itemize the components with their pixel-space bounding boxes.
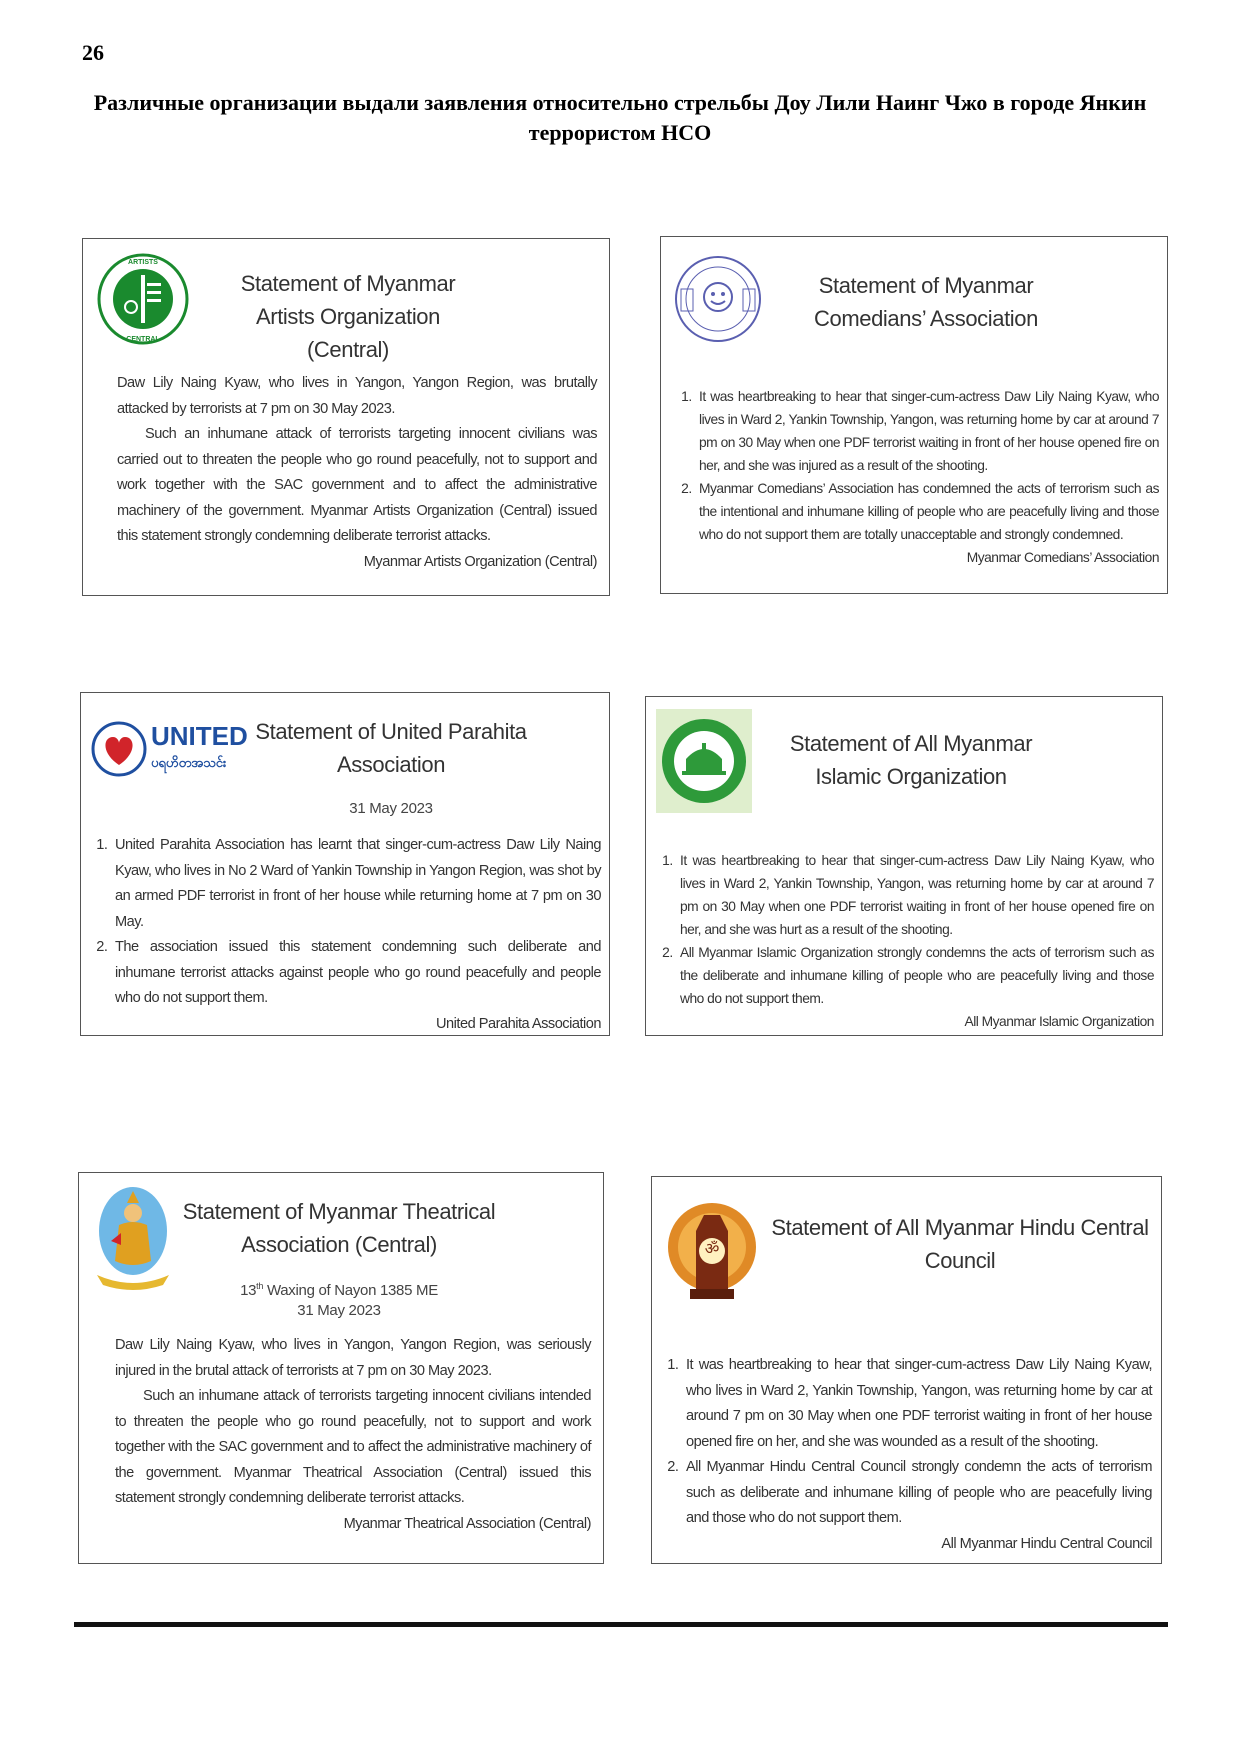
statement-card-artists [82, 238, 610, 596]
signature: United Parahita Association [436, 1015, 601, 1032]
list-item: 1. It was heartbreaking to hear that singer-cum-actress Daw Lily Naing Kyaw, who lives in Ward 2, Yankin Township, Yangon, was returning home by car at around 7 pm on 30 May when one PDF terrorist waiting in front of her house opened fire on her, and she was injured as a result of the shooting. [695, 385, 1159, 477]
card-body [669, 385, 1159, 569]
signature: Myanmar Artists Organization (Central) [363, 553, 597, 570]
list-item: 2. Myanmar Comedians’ Association has condemned the acts of terrorism such as the intentional and inhumane killing of people who are peacefully living and those who do not support them are totally unacceptable and strongly condemned. [695, 477, 1159, 546]
date-month: Waxing of Nayon 1385 ME [263, 1282, 438, 1299]
list-item: 1. It was heartbreaking to hear that singer-cum-actress Daw Lily Naing Kyaw, who lives in Ward 2, Yankin Township, Yangon, was returning home by car at around 7 pm on 30 May when one PDF terrorist waiting in front of her house opened fire on her, and she was hurt as a result of the shooting. [676, 849, 1154, 941]
united-parahita-logo [91, 715, 261, 785]
page-title: Различные организации выдали заявления относительно стрельбы Доу Лили Наинг Чжо в городе Янкин террористом НСО [93, 90, 1147, 145]
artists-organization-logo [97, 253, 189, 345]
card-body [650, 849, 1154, 1033]
statement-card-comedians [660, 236, 1168, 594]
comedians-association-logo [671, 249, 765, 349]
statement-card-parahita [80, 692, 610, 1036]
paragraph: Such an inhumane attack of terrorists targeting innocent civilians was carried out to threaten the people who go round peacefully, not to support and work together with the SAC government and to affect the administrative machinery of the government. Myanmar Artists Organization (Central) issued this statement strongly condemning deliberate terrorist attacks. [117, 426, 597, 544]
page-footer-rule [74, 1622, 1168, 1627]
islamic-organization-logo [656, 709, 752, 813]
list-item: 1. It was heartbreaking to hear that singer-cum-actress Daw Lily Naing Kyaw, who lives in Ward 2, Yankin Township, Yangon, was returning home by car at around 7 pm on 30 May when one PDF terrorist waiting in front of her house opened fire on her, and she was wounded as a result of the shooting. [682, 1353, 1152, 1455]
card-body [117, 371, 597, 575]
paragraph: Daw Lily Naing Kyaw, who lives in Yangon, Yangon Region, was brutally attacked by terrorists at 7 pm on 30 May 2023. [117, 375, 597, 417]
date-day: 13 [240, 1282, 257, 1299]
statement-date-gregorian: 31 May 2023 [297, 1302, 381, 1319]
card-title: Statement of All Myanmar Islamic Organization [789, 731, 1033, 789]
signature: All Myanmar Hindu Central Council [941, 1535, 1152, 1552]
svg-text:ARTISTS: ARTISTS [128, 259, 158, 266]
card-body [656, 1353, 1152, 1557]
hindu-council-logo [660, 1191, 764, 1313]
list-item: 1. United Parahita Association has learnt that singer-cum-actress Daw Lily Naing Kyaw, who lives in No 2 Ward of Yankin Township in Yangon Region, was shot by an armed PDF terrorist in front of her house while returning home at 7 pm on 30 May. [111, 833, 601, 935]
signature: Myanmar Theatrical Association (Central) [343, 1515, 591, 1532]
om-symbol: ॐ [704, 1239, 720, 1258]
statement-card-theatrical [78, 1172, 604, 1564]
logo-wordmark: UNITED [151, 721, 248, 751]
card-title: Statement of All Myanmar Hindu Central Council [771, 1215, 1149, 1273]
date-suffix: th [256, 1281, 264, 1291]
theatrical-association-logo [91, 1183, 175, 1295]
signature: All Myanmar Islamic Organization [964, 1014, 1154, 1029]
logo-subtext: ပရဟိတအသင်း [151, 756, 227, 771]
card-title: Statement of Myanmar Theatrical Association (Central) [182, 1199, 496, 1257]
list-item: 2. All Myanmar Hindu Central Council strongly condemn the acts of terrorism such as deliberate and inhumane killing of people who are peacefully living and those who do not support them. [682, 1455, 1152, 1532]
paragraph: Daw Lily Naing Kyaw, who lives in Yangon, Yangon Region, was seriously injured in the brutal attack of terrorists at 7 pm on 30 May 2023. [115, 1337, 591, 1379]
list-item: 2. All Myanmar Islamic Organization strongly condemns the acts of terrorism such as the deliberate and inhumane killing of people who are peacefully living and those who do not support them. [676, 941, 1154, 1010]
page-number: 26 [82, 40, 104, 65]
statement-card-hindu [651, 1176, 1162, 1564]
statement-date: 31 May 2023 [349, 800, 433, 817]
paragraph: Such an inhumane attack of terrorists targeting innocent civilians intended to threaten the people who go round peacefully, not to support and work together with the SAC government and to affect the administrative machinery of the government. Myanmar Theatrical Association (Central) issued this statement strongly condemning deliberate terrorist attacks. [115, 1388, 591, 1506]
card-title: Statement of Myanmar Comedians’ Association [814, 273, 1038, 331]
card-title: Statement of United Parahita Association [255, 719, 527, 777]
signature: Myanmar Comedians’ Association [966, 550, 1159, 565]
statement-card-islamic [645, 696, 1163, 1036]
card-body [85, 833, 601, 1037]
list-item: 2. The association issued this statement condemning such deliberate and inhumane terrorist attacks against people who go round peacefully and people who do not support them. [111, 935, 601, 1012]
svg-text:CENTRAL: CENTRAL [126, 336, 160, 343]
card-title: Statement of Myanmar Artists Organization (Central) [240, 271, 456, 362]
statement-date [179, 1275, 499, 1302]
card-body [115, 1333, 591, 1537]
